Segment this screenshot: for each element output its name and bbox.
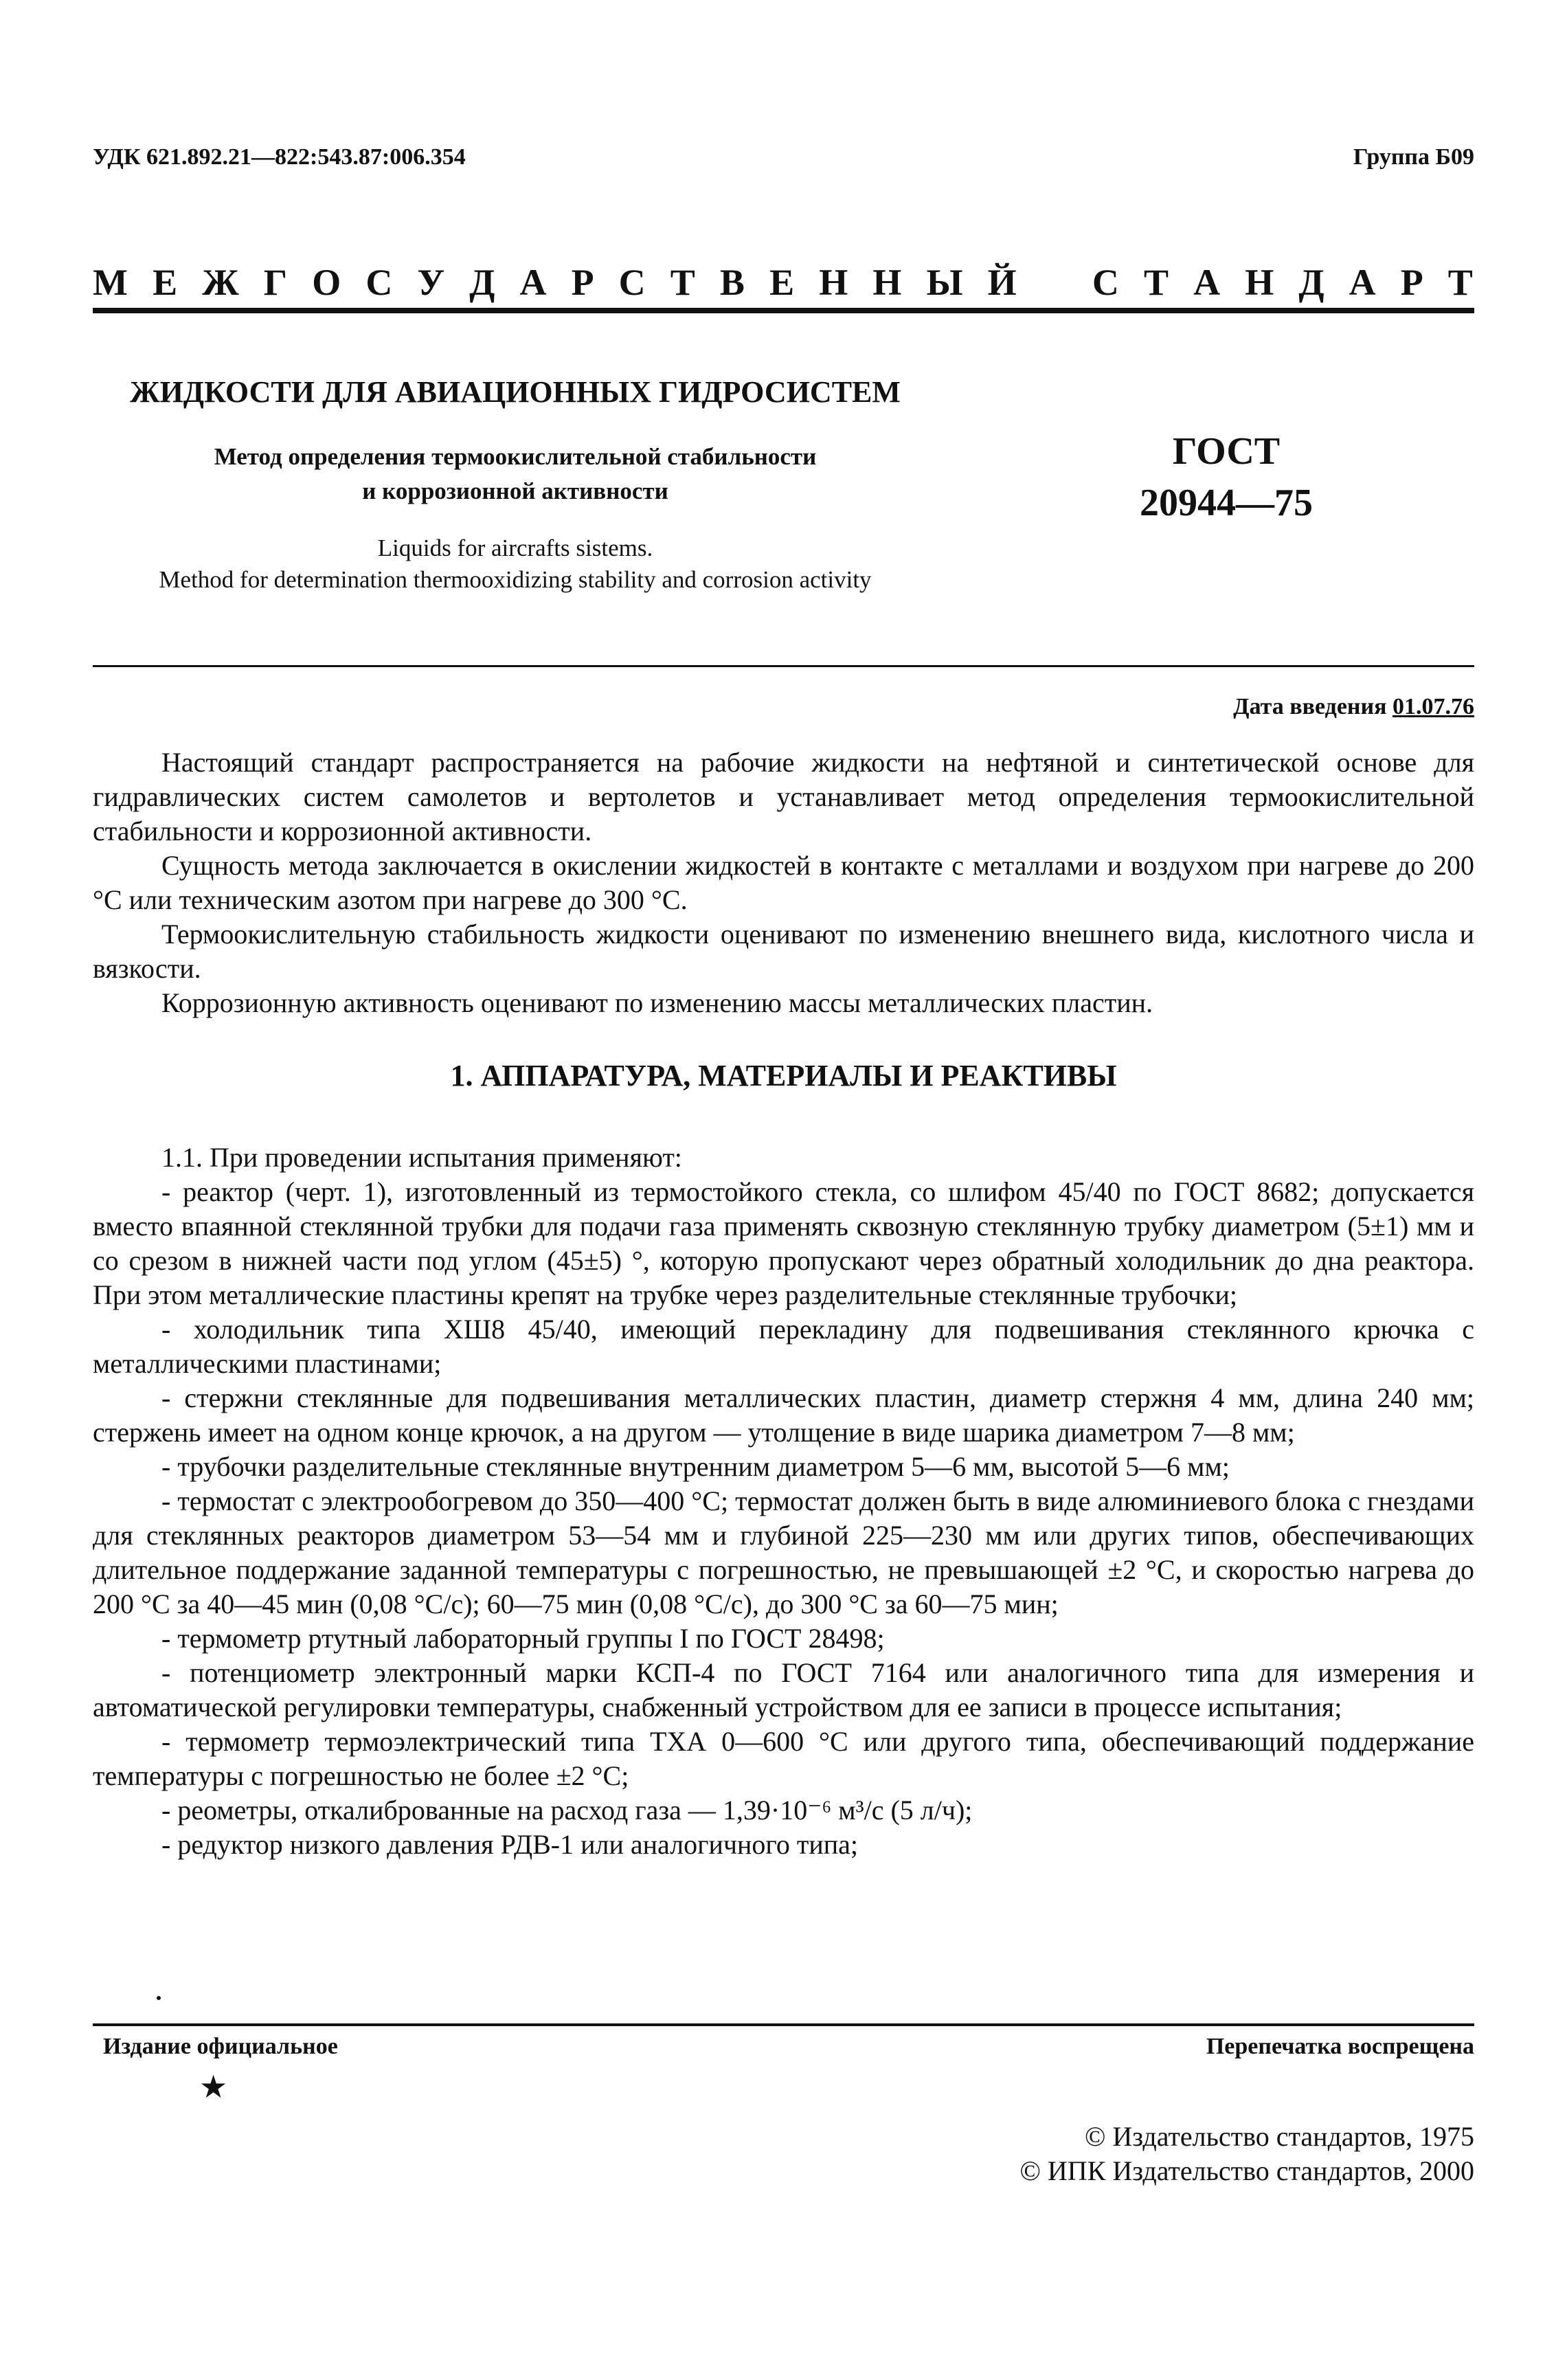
document-title: ЖИДКОСТИ ДЛЯ АВИАЦИОННЫХ ГИДРОСИСТЕМ <box>130 375 901 409</box>
banner-letter: С <box>618 262 647 303</box>
banner-letter: А <box>519 262 548 303</box>
list-item: - трубочки разделительные стеклянные внутренним диаметром 5—6 мм, высотой 5—6 мм; <box>161 1451 1230 1482</box>
date-value: 01.07.76 <box>1393 694 1474 719</box>
banner-letter: А <box>1349 262 1377 303</box>
banner-letter: Т <box>1447 262 1474 303</box>
list-item: - холодильник типа ХШ8 45/40, имеющий перекладину для подвешивания стеклянного крючка с металлическими пластинами; <box>93 1314 1474 1379</box>
list-item: - стержни стеклянные для подвешивания металлических пластин, диаметр стержня 4 мм, длина 240 мм; стержень имеет на одном конце крючок, а на другом — утолщение в виде шарика диаметром 7—8 мм; <box>93 1382 1474 1448</box>
gost-designation <box>1065 426 1388 529</box>
banner-letter: А <box>1193 262 1222 303</box>
banner-letter: Й <box>987 262 1018 303</box>
banner-letter: М <box>93 262 129 303</box>
banner-gap <box>1041 261 1069 302</box>
scan-dot <box>157 1996 161 2000</box>
footer-rule <box>93 2023 1474 2026</box>
banner-letter: Ж <box>202 262 240 303</box>
banner-letter: С <box>1092 262 1120 303</box>
intro-paragraph: Термоокислительную стабильность жидкости оценивают по изменению внешнего вида, кислотного числа и вязкости. <box>93 919 1474 984</box>
english-line: Method for determination thermooxidizing stability and corrosion activity <box>159 566 872 593</box>
list-item: - реометры, откалиброванные на расход газа — 1,39·10⁻⁶ м³/с (5 л/ч); <box>161 1795 973 1826</box>
banner-letter: Д <box>1298 262 1326 303</box>
banner-letter: Д <box>469 262 497 303</box>
banner-letter: В <box>719 262 746 303</box>
english-title <box>0 532 1030 596</box>
banner-letter: Е <box>769 262 796 303</box>
list-item: - термометр термоэлектрический типа ТХА 0—600 °С или другого типа, обеспечивающий поддержание температуры с погрешностью не более ±2 °С; <box>93 1726 1474 1791</box>
banner-letter: Ы <box>926 262 965 303</box>
standard-banner <box>93 261 1474 302</box>
star-icon: ★ <box>199 2069 228 2104</box>
english-line: Liquids for aircrafts sistems. <box>377 535 653 561</box>
list-item: - термометр ртутный лабораторный группы I по ГОСТ 28498; <box>161 1623 885 1654</box>
intro-paragraph: Сущность метода заключается в окислении жидкостей в контакте с металлами и воздухом при нагреве до 200 °С или техническим азотом при нагреве до 300 °С. <box>93 850 1474 915</box>
banner-letter: Р <box>571 262 596 303</box>
title-rule <box>93 665 1474 667</box>
banner-letter: Н <box>819 262 850 303</box>
section-lead: 1.1. При проведении испытания применяют: <box>161 1142 682 1173</box>
reprint-notice: Перепечатка воспрещена <box>1206 2034 1474 2059</box>
gost-number: 20944—75 <box>1140 482 1313 524</box>
subtitle-line: и коррозионной активности <box>362 478 668 504</box>
udc-code: УДК 621.892.21—822:543.87:006.354 <box>93 144 466 170</box>
group-code: Группа Б09 <box>1353 144 1474 170</box>
document-subtitle <box>0 440 1030 508</box>
intro-text <box>93 745 1474 1020</box>
banner-rule <box>93 308 1474 313</box>
banner-letter: Н <box>872 262 903 303</box>
date-label: Дата введения <box>1233 694 1387 719</box>
banner-letter: О <box>312 262 343 303</box>
section-body <box>93 1141 1474 1862</box>
intro-paragraph: Настоящий стандарт распространяется на рабочие жидкости на нефтяной и синтетической основе для гидравлических систем самолетов и вертолетов и устанавливает метод определения термоокислительной стабильности и коррозионной активности. <box>93 747 1474 846</box>
effective-date <box>1233 694 1474 720</box>
subtitle-line: Метод определения термоокислительной стабильности <box>214 443 817 470</box>
gost-label: ГОСТ <box>1172 430 1281 473</box>
banner-letter: У <box>417 262 447 303</box>
banner-letter: Т <box>670 262 697 303</box>
banner-letter: Г <box>263 262 289 303</box>
banner-letter: Е <box>153 262 179 303</box>
section-heading: 1. АППАРАТУРА, МАТЕРИАЛЫ И РЕАКТИВЫ <box>450 1059 1117 1092</box>
intro-paragraph: Коррозионную активность оценивают по изменению массы металлических пластин. <box>161 987 1153 1018</box>
edition-label: Издание официальное <box>103 2034 338 2059</box>
list-item: - потенциометр электронный марки КСП-4 по ГОСТ 7164 или аналогичного типа для измерения и автоматической регулировки температуры, снабженный устройством для ее записи в процессе испытания; <box>93 1657 1474 1722</box>
copyright-line: © ИПК Издательство стандартов, 2000 <box>1019 2155 1474 2186</box>
banner-letter: Т <box>1143 262 1170 303</box>
copyright-block <box>1020 2120 1474 2188</box>
list-item: - редуктор низкого давления РДВ-1 или аналогичного типа; <box>161 1829 859 1860</box>
banner-letter: С <box>365 262 394 303</box>
list-item: - реактор (черт. 1), изготовленный из термостойкого стекла, со шлифом 45/40 по ГОСТ 8682; допускается вместо впаянной стеклянной трубки для подачи газа применять сквозную стеклянную трубку диаметром (5±1) мм и со срезом в нижней части под углом (45±5) °, которую пропускают через обратный холодильник до дна реактора. При этом металлические пластины крепят на трубке через разделительные стеклянные трубочки; <box>93 1176 1474 1310</box>
list-item: - термостат с электрообогревом до 350—400 °С; термостат должен быть в виде алюминиевого блока с гнездами для стеклянных реакторов диаметром 53—54 мм и глубиной 225—230 мм или других типов, обеспечивающих длительное поддержание заданной температуры с погрешностью, не превышающей ±2 °С, и скоростью нагрева до 200 °С за 40—45 мин (0,08 °С/с); 60—75 мин (0,08 °С/с), до 300 °С за 60—75 мин; <box>93 1485 1474 1619</box>
copyright-line: © Издательство стандартов, 1975 <box>1084 2121 1474 2152</box>
banner-letter: Н <box>1245 262 1276 303</box>
banner-letter: Р <box>1400 262 1425 303</box>
